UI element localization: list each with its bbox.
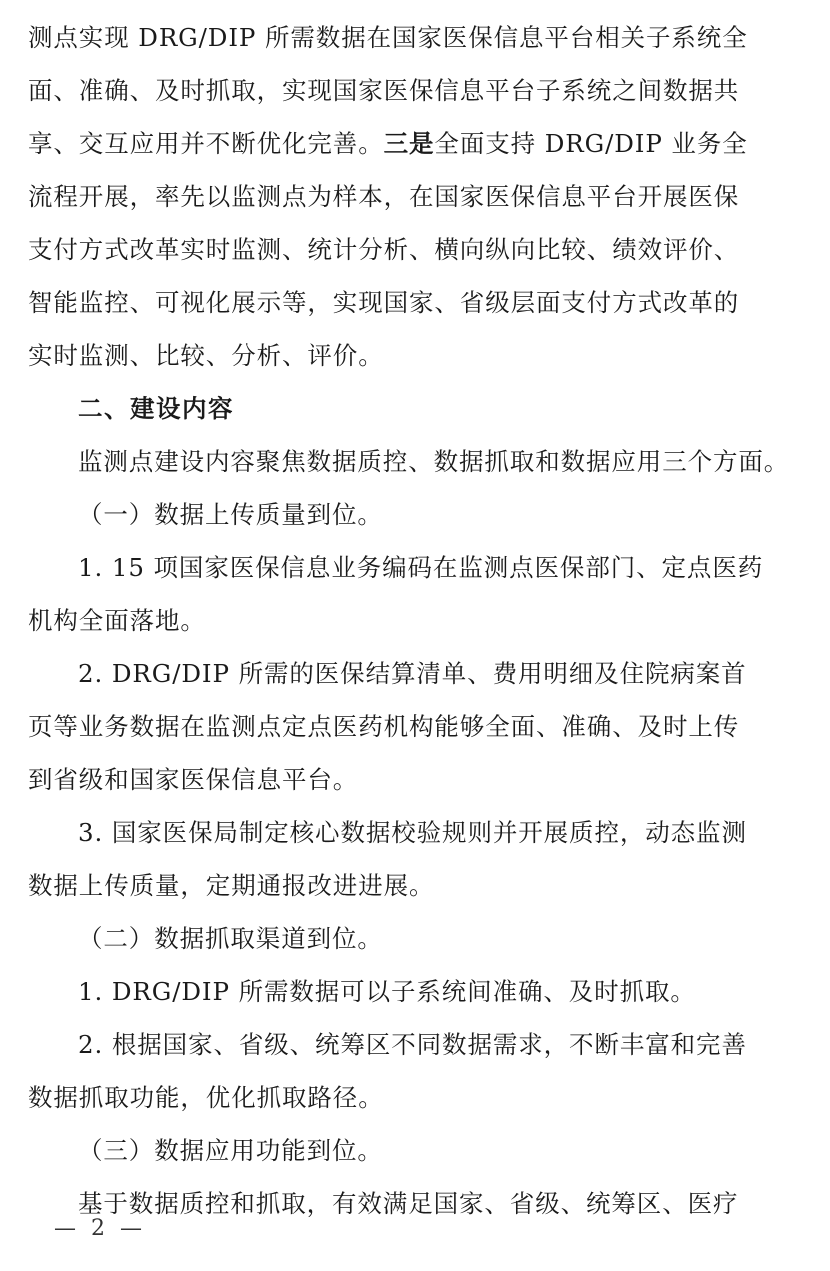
body-text-line <box>28 129 800 159</box>
list-item-line: 数据上传质量，定期通报改进进展。 <box>28 871 435 900</box>
body-text-line: 智能监控、可视化展示等，实现国家、省级层面支付方式改革的 <box>28 288 740 317</box>
emphasis-text: 三是 <box>383 129 435 158</box>
body-text-line: 测点实现 DRG/DIP 所需数据在国家医保信息平台相关子系统全 <box>28 23 748 52</box>
paragraph-line: 基于数据质控和抓取，有效满足国家、省级、统筹区、医疗 <box>78 1189 739 1218</box>
body-text-line: 面、准确、及时抓取，实现国家医保信息平台子系统之间数据共 <box>28 76 740 105</box>
list-item-line: 到省级和国家医保信息平台。 <box>28 765 359 794</box>
section-heading: 二、建设内容 <box>78 394 234 423</box>
list-item-line: 2. DRG/DIP 所需的医保结算清单、费用明细及住院病案首 <box>78 659 747 688</box>
body-text-segment: 全面支持 DRG/DIP 业务全 <box>434 129 748 158</box>
page-number: — 2 — <box>54 1216 146 1241</box>
list-item-line: 2. 根据国家、省级、统筹区不同数据需求，不断丰富和完善 <box>78 1030 747 1059</box>
subsection-heading: （二）数据抓取渠道到位。 <box>78 924 383 953</box>
body-text-line: 实时监测、比较、分析、评价。 <box>28 341 384 370</box>
body-text-segment: 享、交互应用并不断优化完善。 <box>28 129 384 158</box>
subsection-heading: （三）数据应用功能到位。 <box>78 1136 383 1165</box>
paragraph-line: 监测点建设内容聚焦数据质控、数据抓取和数据应用三个方面。 <box>78 447 790 476</box>
body-text-line: 流程开展，率先以监测点为样本，在国家医保信息平台开展医保 <box>28 182 740 211</box>
list-item-line: 1. DRG/DIP 所需数据可以子系统间准确、及时抓取。 <box>78 977 696 1006</box>
list-item-line: 机构全面落地。 <box>28 606 206 635</box>
body-text-line: 支付方式改革实时监测、统计分析、横向纵向比较、绩效评价、 <box>28 235 740 264</box>
list-item-line: 页等业务数据在监测点定点医药机构能够全面、准确、及时上传 <box>28 712 740 741</box>
list-item-line: 3. 国家医保局制定核心数据校验规则并开展质控，动态监测 <box>78 818 747 847</box>
list-item-line: 1. 15 项国家医保信息业务编码在监测点医保部门、定点医药 <box>78 553 764 582</box>
list-item-line: 数据抓取功能，优化抓取路径。 <box>28 1083 384 1112</box>
subsection-heading: （一）数据上传质量到位。 <box>78 500 383 529</box>
